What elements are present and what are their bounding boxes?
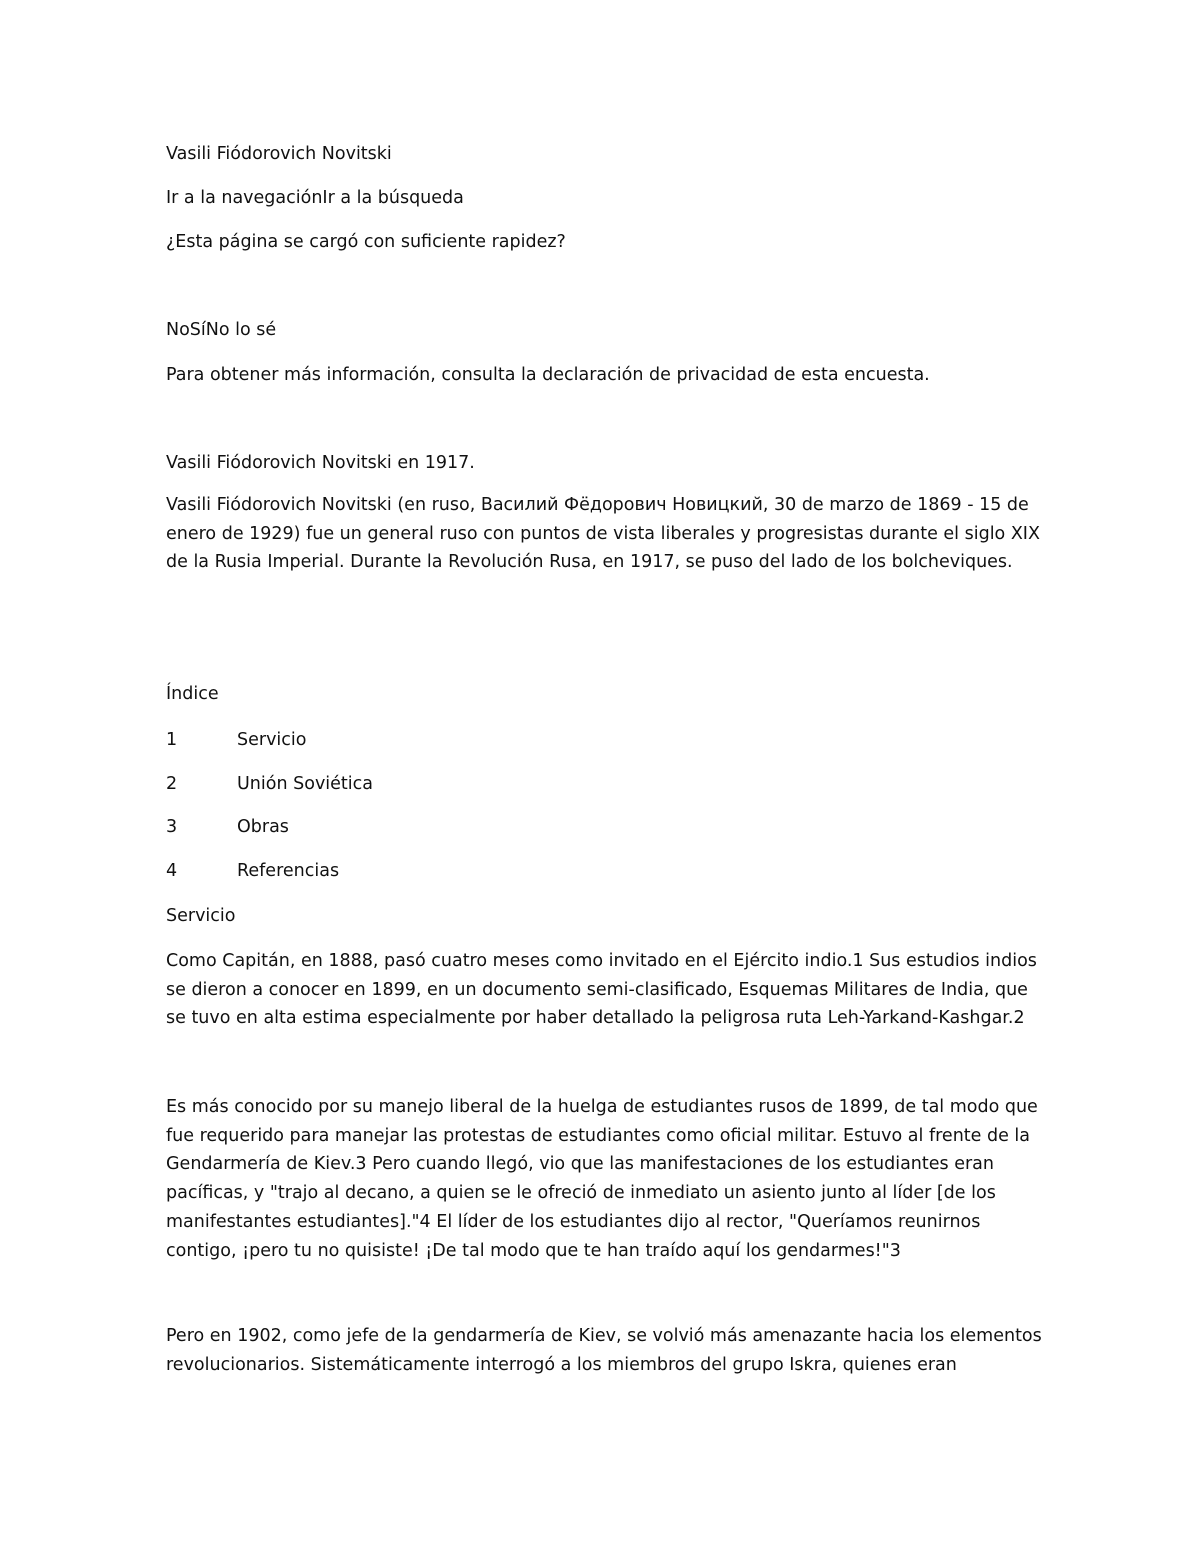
- toc-item-referencias[interactable]: [166, 857, 339, 885]
- toc-number: 1: [166, 730, 178, 750]
- paragraph-line: Gendarmería de Kiev.3 Pero cuando llegó, vio que las manifestaciones de los estudiantes eran: [166, 1154, 994, 1175]
- page-title: Vasili Fiódorovich Novitski: [166, 144, 392, 164]
- nav-links[interactable]: Ir a la navegaciónIr a la búsqueda: [166, 188, 464, 208]
- image-caption: Vasili Fiódorovich Novitski en 1917.: [166, 453, 475, 473]
- toc-number: 3: [166, 817, 178, 837]
- paragraph-line: contigo, ¡pero tu no quisiste! ¡De tal modo que te han traído aquí los gendarmes!"3: [166, 1240, 901, 1261]
- survey-privacy-note: Para obtener más información, consulta la declaración de privacidad de esta encuesta.: [166, 365, 930, 385]
- paragraph-line: pacíficas, y "trajo al decano, a quien se le ofreció de inmediato un asiento junto al líder [de los: [166, 1183, 996, 1204]
- survey-question: ¿Esta página se cargó con suficiente rapidez?: [166, 232, 566, 252]
- servicio-paragraph-3: [166, 1322, 1046, 1379]
- servicio-paragraph-1: [166, 947, 1046, 1033]
- paragraph-line: se tuvo en alta estima especialmente por haber detallado la peligrosa ruta Leh-Yarkand-Kashgar.2: [166, 1008, 1025, 1029]
- toc-label: Unión Soviética: [237, 774, 373, 794]
- toc-label: Obras: [237, 817, 289, 837]
- toc-item-servicio[interactable]: [166, 726, 306, 754]
- paragraph-line: manifestantes estudiantes]."4 El líder de los estudiantes dijo al rector, "Queríamos reunirnos: [166, 1211, 981, 1232]
- intro-line: enero de 1929) fue un general ruso con puntos de vista liberales y progresistas durante el siglo XIX: [166, 523, 1040, 544]
- paragraph-line: Es más conocido por su manejo liberal de la huelga de estudiantes rusos de 1899, de tal modo que: [166, 1097, 1038, 1117]
- intro-line: de la Rusia Imperial. Durante la Revolución Rusa, en 1917, se puso del lado de los bolcheviques.: [166, 552, 1013, 573]
- section-heading-servicio: Servicio: [166, 906, 236, 926]
- paragraph-line: Pero en 1902, como jefe de la gendarmería de Kiev, se volvió más amenazante hacia los elementos: [166, 1326, 1042, 1346]
- intro-paragraph: [166, 491, 1046, 577]
- toc-item-obras[interactable]: [166, 813, 289, 841]
- servicio-paragraph-2: [166, 1093, 1046, 1265]
- paragraph-line: Como Capitán, en 1888, pasó cuatro meses como invitado en el Ejército indio.1 Sus estudios indios: [166, 951, 1037, 971]
- toc-number: 2: [166, 774, 178, 794]
- survey-options[interactable]: NoSíNo lo sé: [166, 320, 277, 340]
- paragraph-line: revolucionarios. Sistemáticamente interrogó a los miembros del grupo Iskra, quienes eran: [166, 1354, 957, 1375]
- toc-heading: Índice: [166, 684, 219, 704]
- paragraph-line: fue requerido para manejar las protestas de estudiantes como oficial militar. Estuvo al frente de la: [166, 1125, 1031, 1146]
- paragraph-line: se dieron a conocer en 1899, en un documento semi-clasificado, Esquemas Militares de India, que: [166, 979, 1028, 1000]
- toc-label: Referencias: [237, 861, 340, 881]
- toc-label: Servicio: [237, 730, 307, 750]
- toc-item-union-sovietica[interactable]: [166, 770, 373, 798]
- toc-number: 4: [166, 861, 178, 881]
- intro-line: Vasili Fiódorovich Novitski (en ruso, Василий Фёдорович Новицкий, 30 de marzo de 1869 - 15 de: [166, 495, 1029, 515]
